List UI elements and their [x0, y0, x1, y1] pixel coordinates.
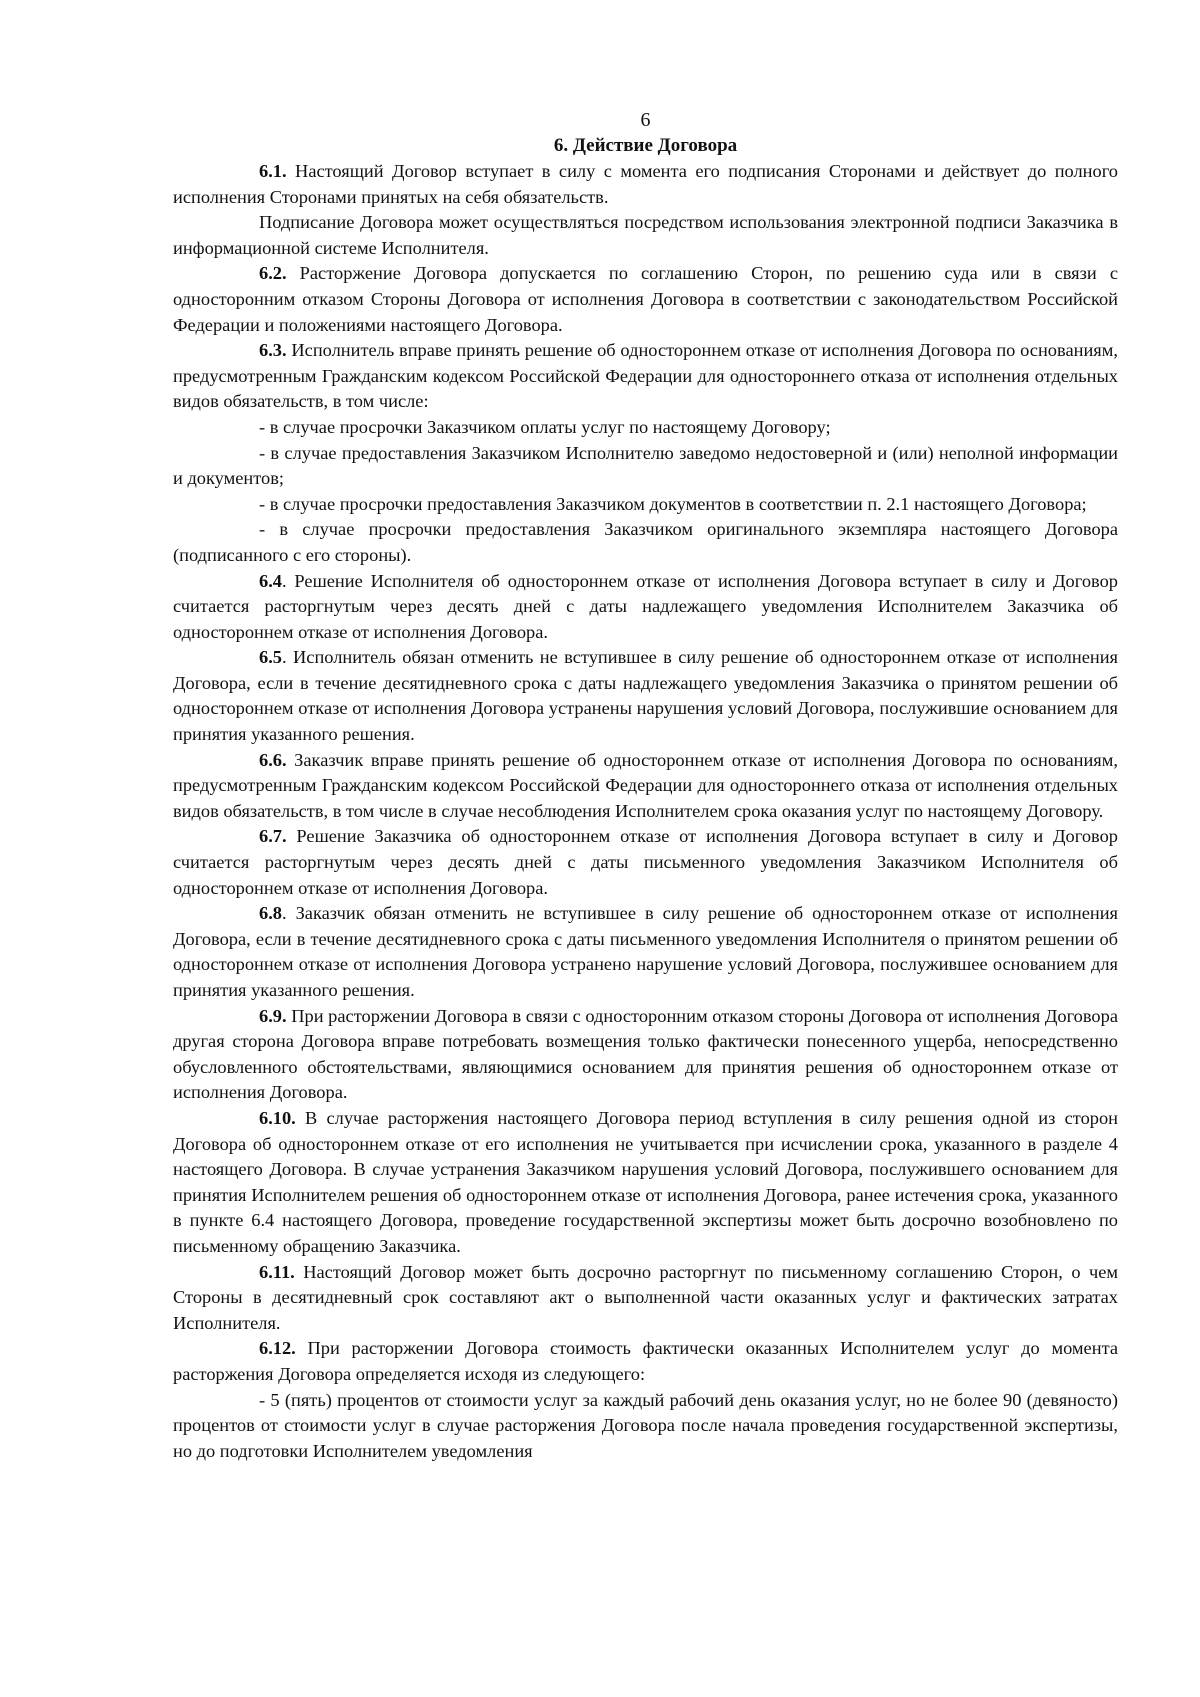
paragraph-6-6 [173, 748, 1118, 825]
clause-text: - в случае просрочки Заказчиком оплаты услуг по настоящему Договору; [259, 416, 831, 437]
list-item-original-delay [173, 517, 1118, 568]
clause-number: 6.1. [259, 161, 287, 181]
paragraph-e-signature [173, 210, 1118, 261]
clause-number: 6.12. [259, 1338, 296, 1359]
clause-number: 6.10. [259, 1107, 296, 1128]
paragraph-6-3 [173, 338, 1118, 415]
paragraph-6-9 [173, 1004, 1118, 1106]
paragraph-6-2 [173, 261, 1118, 338]
clause-text: При расторжении Договора стоимость фактически оказанных Исполнителем услуг до момента расторжения Договора определяется исходя из следующего: [173, 1338, 1118, 1384]
list-item-documents-delay [173, 492, 1118, 518]
clause-text: При расторжении Договора в связи с односторонним отказом стороны Договора от исполнения Договора другая сторона Договора вправе потребовать возмещения только фактически понесенного ущерба, непосредственно обусловленного обстоятельствами, являющимися основанием для принятия решения об одностороннем отказе от исполнения Договора. [173, 1005, 1118, 1103]
section-title: 6. Действие Договора [553, 135, 738, 156]
paragraph-6-12 [173, 1336, 1118, 1387]
clause-number: 6.5 [259, 647, 282, 668]
paragraph-6-5 [173, 645, 1118, 747]
clause-number: 6.7. [259, 826, 287, 847]
list-item-five-percent [173, 1388, 1118, 1465]
paragraph-6-8 [173, 901, 1118, 1003]
paragraph-6-4 [173, 569, 1118, 646]
document-page [173, 0, 1118, 1464]
clause-number: 6.11. [259, 1261, 295, 1282]
clause-text: Расторжение Договора допускается по соглашению Сторон, по решению суда или в связи с односторонним отказом Стороны Договора от исполнения Договора в соответствии с законодательством Российской Федерации и положениями настоящего Договора. [173, 263, 1118, 335]
clause-text: . Решение Исполнителя об одностороннем отказе от исполнения Договора вступает в силу и Договор считается расторгнутым через десять дней с даты надлежащего уведомления Исполнителем Заказчика об одностороннем отказе от исполнения Договора. [173, 570, 1118, 642]
list-item-payment-delay [173, 415, 1118, 441]
paragraph-6-7 [173, 824, 1118, 901]
page-number: 6 [640, 109, 651, 131]
clause-text: Настоящий Договор вступает в силу с момента его подписания Сторонами и действует до полного исполнения Сторонами принятых на себя обязательств. [173, 161, 1118, 207]
clause-number: 6.4 [259, 570, 282, 591]
paragraph-6-10 [173, 1106, 1118, 1260]
clause-number: 6.6. [259, 749, 287, 770]
clause-text: В случае расторжения настоящего Договора период вступления в силу решения одной из сторон Договора об одностороннем отказе от его исполнения не учитывается при исчислении срока, указанного в разделе 4 настоящего Договора. В случае устранения Заказчиком нарушения условий Договора, послужившего основанием для принятия Исполнителем решения об одностороннем отказе от исполнения Договора, ранее истечения срока, указанного в пункте 6.4 настоящего Договора, проведение государственной экспертизы может быть досрочно возобновлено по письменному обращению Заказчика. [173, 1107, 1118, 1256]
clause-text: Заказчик вправе принять решение об одностороннем отказе от исполнения Договора по основаниям, предусмотренным Гражданским кодексом Российской Федерации для одностороннего отказа от исполнения отдельных видов обязательств, в том числе в случае несоблюдения Исполнителем срока оказания услуг по настоящему Договору. [173, 749, 1118, 821]
clause-text: Подписание Договора может осуществляться посредством использования электронной подписи Заказчика в информационной системе Исполнителя. [173, 212, 1118, 258]
clause-text: Настоящий Договор может быть досрочно расторгнут по письменному соглашению Сторон, о чем Стороны в десятидневный срок составляют акт о выполненной части оказанных услуг и фактических затратах Исполнителя. [173, 1261, 1118, 1333]
paragraph-6-1 [173, 159, 1118, 210]
clause-text: - в случае просрочки предоставления Заказчиком оригинального экземпляра настоящего Договора (подписанного с его стороны). [173, 519, 1118, 565]
paragraph-6-11 [173, 1260, 1118, 1337]
clause-number: 6.8 [259, 903, 282, 924]
list-item-false-info [173, 441, 1118, 492]
clause-number: 6.9. [259, 1005, 287, 1026]
clause-text: Решение Заказчика об одностороннем отказе от исполнения Договора вступает в силу и Договор считается расторгнутым через десять дней с даты письменного уведомления Заказчиком Исполнителя об одностороннем отказе от исполнения Договора. [173, 826, 1118, 898]
clause-number: 6.2. [259, 263, 287, 284]
clause-text: . Заказчик обязан отменить не вступившее в силу решение об одностороннем отказе от исполнения Договора, если в течение десятидневного срока с даты письменного уведомления Исполнителя о принятом решении об одностороннем отказе от исполнения Договора устранено нарушение условий Договора, послужившее основанием для принятия указанного решения. [173, 903, 1118, 1000]
clause-text: Исполнитель вправе принять решение об одностороннем отказе от исполнения Договора по основаниям, предусмотренным Гражданским кодексом Российской Федерации для одностороннего отказа от исполнения отдельных видов обязательств, в том числе: [173, 340, 1118, 412]
clause-text: - в случае просрочки предоставления Заказчиком документов в соответствии п. 2.1 настоящего Договора; [259, 493, 1087, 514]
clause-number: 6.3. [259, 340, 287, 361]
clause-text: . Исполнитель обязан отменить не вступившее в силу решение об одностороннем отказе от исполнения Договора, если в течение десятидневного срока с даты надлежащего уведомления Заказчика о принятом решении об одностороннем отказе от исполнения Договора устранены нарушения условий Договора, послужившие основанием для принятия указанного решения. [173, 647, 1118, 745]
clause-text: - 5 (пять) процентов от стоимости услуг за каждый рабочий день оказания услуг, но не более 90 (девяносто) процентов от стоимости услуг в случае расторжения Договора после начала проведения государственной экспертизы, но до подготовки Исполнителем уведомления [173, 1389, 1118, 1461]
clause-text: - в случае предоставления Заказчиком Исполнителю заведомо недостоверной и (или) неполной информации и документов; [173, 442, 1118, 489]
